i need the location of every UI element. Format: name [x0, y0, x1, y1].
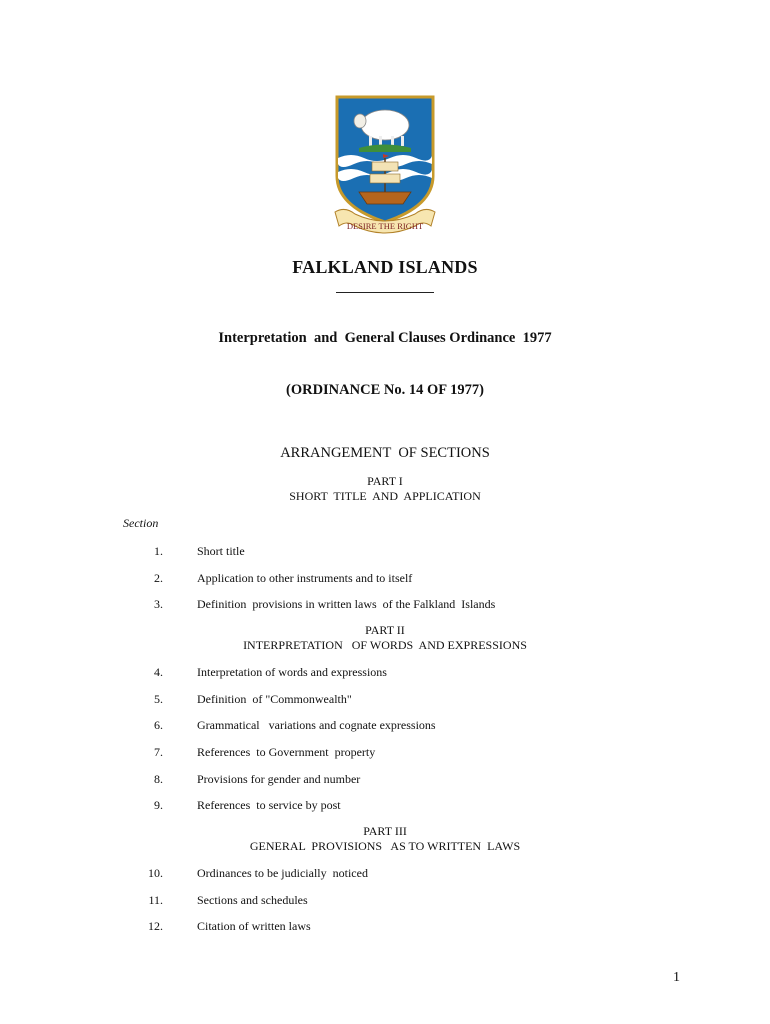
section-number: 2. — [154, 571, 163, 585]
section-title: Citation of written laws — [197, 919, 311, 933]
section-column-label: Section — [123, 516, 159, 530]
section-title: Sections and schedules — [197, 893, 308, 907]
arrangement-heading: ARRANGEMENT OF SECTIONS — [280, 445, 490, 461]
ordinance-number: (ORDINANCE No. 14 OF 1977) — [285, 382, 485, 398]
section-row — [0, 692, 770, 708]
title-divider — [336, 292, 434, 293]
section-number: 9. — [154, 798, 163, 812]
section-number: 6. — [154, 718, 163, 732]
part-number: PART II — [365, 623, 405, 637]
section-row — [0, 798, 770, 814]
page-number: 1 — [673, 970, 680, 985]
part-title: GENERAL PROVISIONS AS TO WRITTEN LAWS — [249, 839, 521, 853]
part-number: PART I — [367, 474, 403, 488]
section-row — [0, 745, 770, 761]
section-title: Grammatical variations and cognate expressions — [197, 718, 436, 732]
part-title: INTERPRETATION OF WORDS AND EXPRESSIONS — [243, 638, 527, 652]
section-title: References to service by post — [197, 798, 341, 812]
crest-motto: DESIRE THE RIGHT — [346, 221, 424, 231]
section-number: 5. — [154, 692, 163, 706]
section-title: Short title — [197, 544, 245, 558]
section-row — [0, 597, 770, 613]
section-title: Provisions for gender and number — [197, 772, 361, 786]
section-title: References to Government property — [197, 745, 376, 759]
ordinance-title: Interpretation and General Clauses Ordinance 1977 — [218, 330, 552, 346]
section-title: Interpretation of words and expressions — [197, 665, 387, 679]
section-row — [0, 772, 770, 788]
section-row — [0, 571, 770, 587]
section-row — [0, 665, 770, 681]
country-title: FALKLAND ISLANDS — [292, 257, 478, 277]
section-number: 11. — [148, 893, 163, 907]
section-title: Definition provisions in written laws of the Falkland Islands — [197, 597, 496, 611]
section-number: 10. — [148, 866, 163, 880]
section-row — [0, 544, 770, 560]
part-number: PART III — [363, 824, 407, 838]
section-number: 1. — [154, 544, 163, 558]
section-number: 8. — [154, 772, 163, 786]
section-number: 3. — [154, 597, 163, 611]
section-row — [0, 718, 770, 734]
section-title: Ordinances to be judicially noticed — [197, 866, 368, 880]
section-row — [0, 866, 770, 882]
part-title: SHORT TITLE AND APPLICATION — [289, 489, 481, 503]
section-title: Application to other instruments and to itself — [197, 571, 413, 585]
section-number: 7. — [154, 745, 163, 759]
section-title: Definition of "Commonwealth" — [197, 692, 352, 706]
section-number: 4. — [154, 665, 163, 679]
coat-of-arms-crest — [331, 94, 439, 240]
section-row — [0, 893, 770, 909]
section-number: 12. — [148, 919, 163, 933]
section-row — [0, 919, 770, 935]
